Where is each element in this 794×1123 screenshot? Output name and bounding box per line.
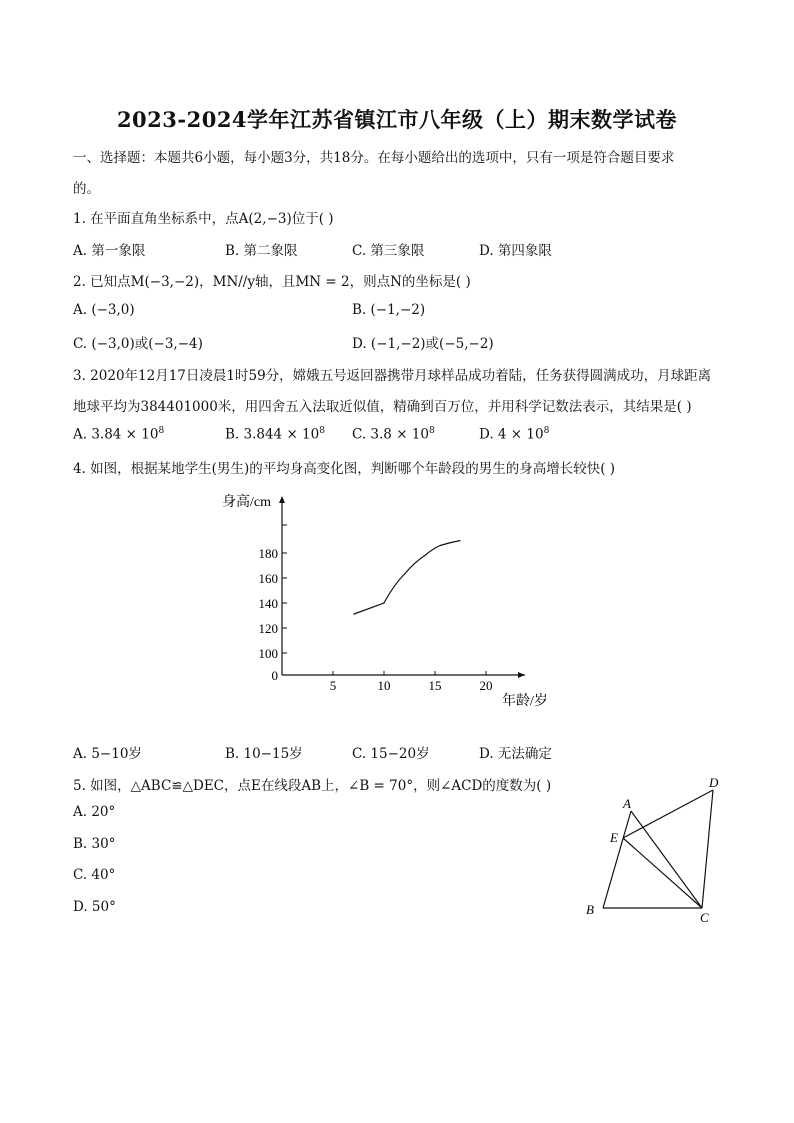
q1-option-c: C. 第三象限 [352,243,425,259]
height-growth-chart [210,488,580,718]
q5-option-d: D. 50° [73,899,116,915]
y-tick-label-0: 0 [271,668,278,683]
triangle-figure [578,770,728,930]
q5-option-a: A. 20° [73,804,116,820]
q3-option-c: C. $3.8 \times 10^8$ [352,426,435,443]
y-tick-label-180: 180 [258,546,278,561]
q1-option-a: A. 第一象限 [73,243,146,259]
height-curve [353,541,460,615]
chart-axes [279,496,525,678]
segment-ed [623,790,713,838]
x-tick-label-15: 15 [428,678,442,693]
y-tick-label-160: 160 [258,571,278,586]
x-tick-label-10: 10 [377,678,391,693]
section-heading-line2: 的。 [73,181,100,197]
segment-dc [702,790,713,908]
q1-option-d: D. 第四象限 [479,243,552,259]
chart-xlabel: 年龄/岁 [502,694,548,709]
q3-option-a: A. $3.84 \times 10^8$ [73,426,165,443]
y-tick-label-120: 120 [258,621,278,636]
q2-option-c: C. (−3,0)或(−3,−4) [73,336,203,352]
page-title: 2023-2024学年江苏省镇江市八年级（上）期末数学试卷 [116,107,678,132]
q3-option-b: B. $3.844 \times 10^8$ [225,426,325,443]
q4-option-c: C. 15−20岁 [352,746,430,762]
x-tick-label-20: 20 [479,678,493,693]
x-axis-arrow [518,672,525,678]
q1-option-b: B. 第二象限 [225,243,298,259]
q5-option-b: B. 30° [73,836,116,852]
q4-option-b: B. 10−15岁 [225,746,303,762]
question-3-stem-line2: 地球平均为384401000米，用四舍五入法取近似值，精确到百万位，并用科学记数法表示，其结果是( ) [73,399,692,415]
segment-ec [623,838,702,908]
point-label-c: C [700,910,709,925]
chart-ylabel: 身高/cm [222,495,271,510]
y-tick-label-140: 140 [258,596,278,611]
question-3-stem-line1: 3. 2020年12月17日凌晨1时59分，嫦娥五号返回器携带月球样品成功着陆，任务获得圆满成功，月球距离 [73,368,712,384]
y-tick-label-100: 100 [258,646,278,661]
section-heading-line1: 一、选择题：本题共6小题，每小题3分，共18分。在每小题给出的选项中，只有一项是符合题目要求 [73,150,675,166]
q4-option-a: A. 5−10岁 [73,746,142,762]
question-1-stem: 1. 在平面直角坐标系中，点A(2,−3)位于( ) [73,211,334,227]
y-axis-arrow [279,496,285,503]
question-4-stem: 4. 如图，根据某地学生(男生)的平均身高变化图，判断哪个年龄段的男生的身高增长较快( ) [73,461,616,477]
segment-ba [603,811,631,908]
q2-option-d: D. (−1,−2)或(−5,−2) [352,336,494,352]
point-label-d: D [709,775,719,790]
q4-option-d: D. 无法确定 [479,746,552,762]
q2-option-a: A. (−3,0) [73,302,135,318]
x-tick-label-5: 5 [329,678,337,693]
q3-option-d: D. $4 \times 10^8$ [479,426,550,443]
point-label-a: A [623,796,631,811]
question-5-stem: 5. 如图，△ABC≌△DEC，点E在线段AB上，∠B = 70°，则∠ACD的度数为( ) [73,778,552,794]
q2-option-b: B. (−1,−2) [352,302,426,318]
chart-ticks [259,546,493,693]
segment-ac [631,811,702,908]
question-2-stem: 2. 已知点M(−3,−2)，MN//y轴，且MN = 2，则点N的坐标是( ) [73,274,471,290]
point-label-e: E [610,830,618,845]
q5-option-c: C. 40° [73,867,116,883]
point-label-b: B [586,902,594,917]
